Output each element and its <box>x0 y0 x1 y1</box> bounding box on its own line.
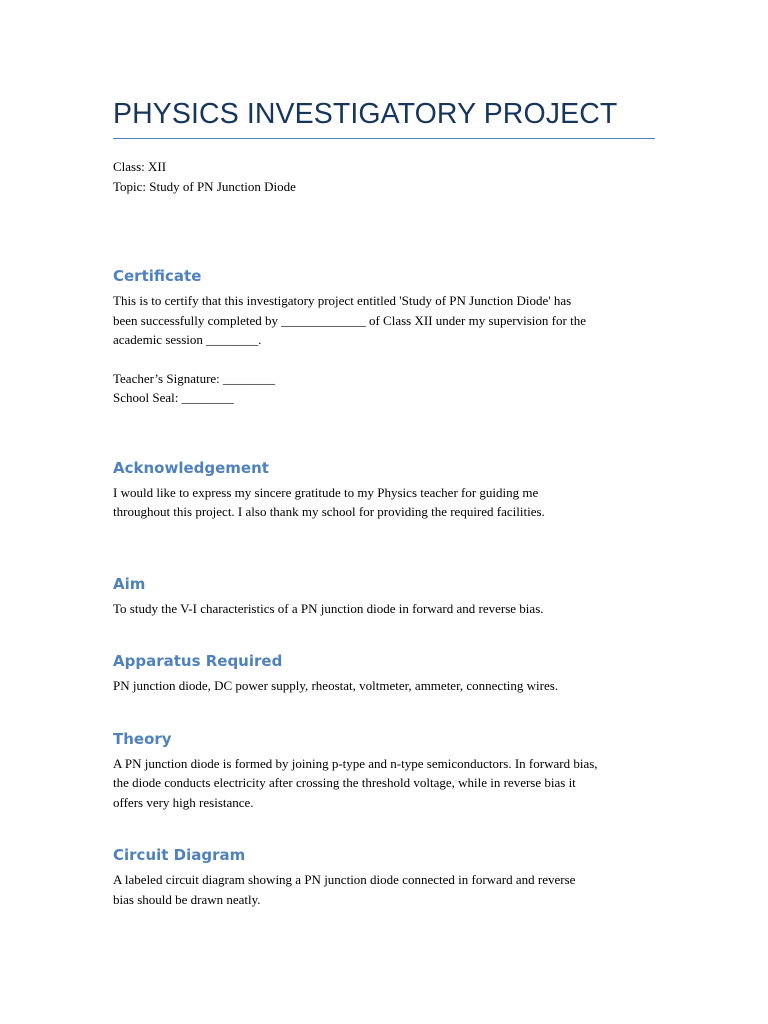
certificate-heading: Certificate <box>113 267 202 285</box>
paragraph-line: the diode conducts electricity after crossing the threshold voltage, while in reverse bias it <box>113 775 576 790</box>
school-seal-line: School Seal: ________ <box>113 390 234 405</box>
acknowledgement-section <box>113 458 655 522</box>
circuit-diagram-section <box>113 845 655 909</box>
topic-line: Topic: Study of PN Junction Diode <box>113 178 296 194</box>
project-info <box>113 157 655 196</box>
paragraph-line: To study the V-I characteristics of a PN junction diode in forward and reverse bias. <box>113 600 544 616</box>
paragraph-line: throughout this project. I also thank my school for providing the required facilities. <box>113 504 545 519</box>
document-title: PHYSICS INVESTIGATORY PROJECT <box>113 98 618 130</box>
paragraph-line: bias should be drawn neatly. <box>113 891 261 907</box>
paragraph-line: I would like to express my sincere gratitude to my Physics teacher for guiding me <box>113 484 539 500</box>
aim-section <box>113 574 655 619</box>
theory-heading: Theory <box>113 729 172 748</box>
paragraph-line: been successfully completed by _____________ of Class XII under my supervision for the <box>113 312 586 328</box>
signature-block <box>113 369 655 408</box>
title-underline-rule <box>113 138 655 139</box>
circuit-diagram-paragraph <box>113 870 655 909</box>
class-line: Class: XII <box>113 159 167 174</box>
paragraph-line: A PN junction diode is formed by joining p-type and n-type semiconductors. In forward bias, <box>113 755 598 771</box>
paragraph-line: academic session ________. <box>113 332 262 347</box>
theory-section <box>113 729 655 813</box>
certificate-section <box>113 266 655 408</box>
acknowledgement-paragraph <box>113 483 655 522</box>
paragraph-line: This is to certify that this investigatory project entitled 'Study of PN Junction Diode' has <box>113 293 572 308</box>
apparatus-heading: Apparatus Required <box>113 652 283 670</box>
teacher-signature-line: Teacher’s Signature: ________ <box>113 370 276 386</box>
paragraph-line: PN junction diode, DC power supply, rheostat, voltmeter, ammeter, connecting wires. <box>113 678 559 693</box>
certificate-paragraph <box>113 291 655 350</box>
theory-paragraph <box>113 754 655 813</box>
circuit-diagram-heading: Circuit Diagram <box>113 846 246 864</box>
acknowledgement-heading: Acknowledgement <box>113 458 269 477</box>
document-page <box>113 96 655 909</box>
paragraph-line: A labeled circuit diagram showing a PN junction diode connected in forward and reverse <box>113 872 576 887</box>
apparatus-section <box>113 651 655 696</box>
paragraph-line: offers very high resistance. <box>113 794 254 810</box>
aim-heading: Aim <box>113 574 146 593</box>
